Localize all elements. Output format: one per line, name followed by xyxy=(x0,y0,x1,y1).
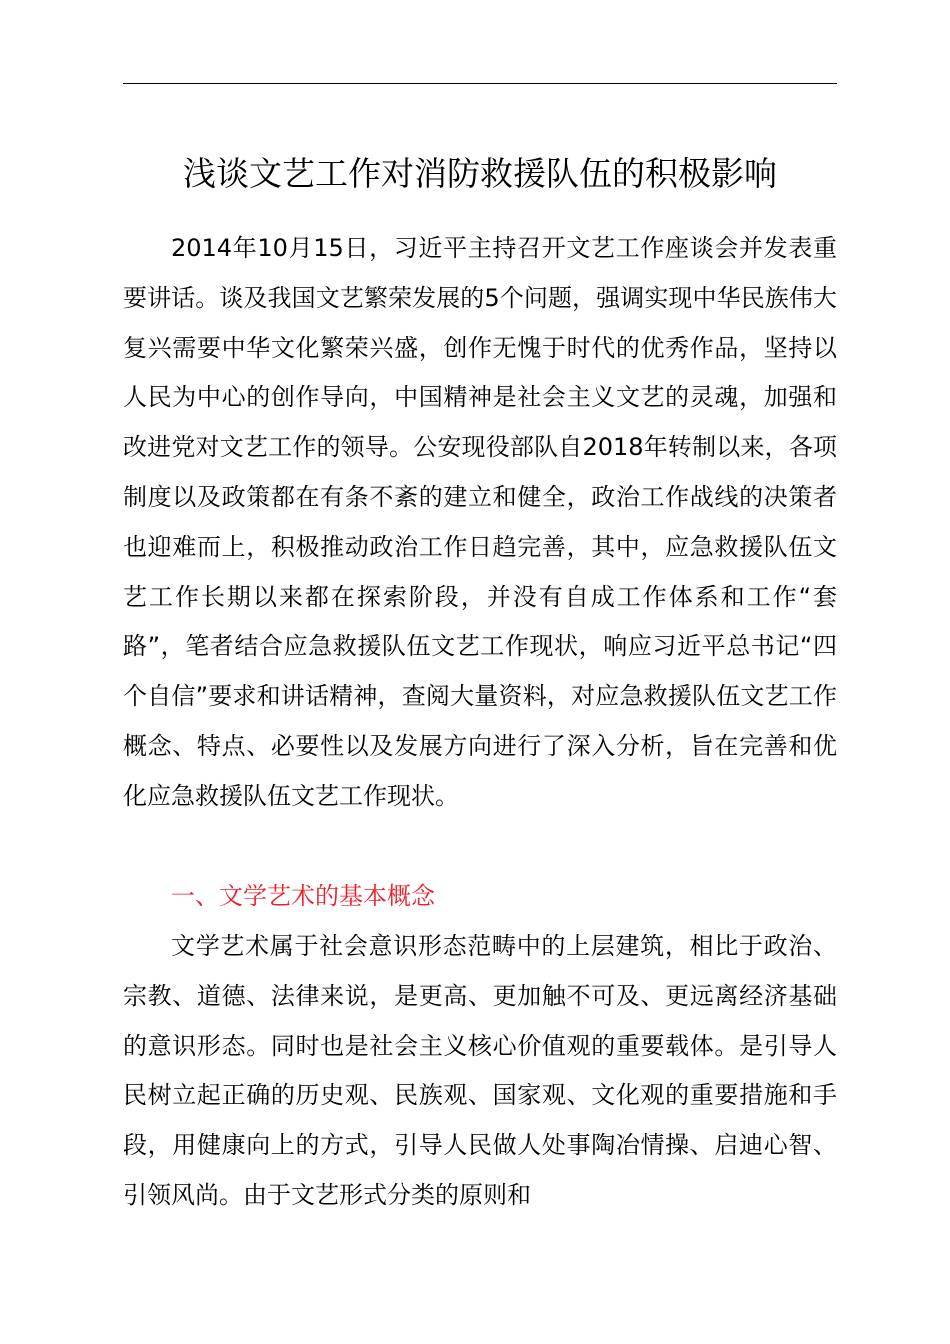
paragraph-concept: 文学艺术属于社会意识形态范畴中的上层建筑，相比于政治、宗教、道德、法律来说，是更高、更加触不可及、更远离经济基础的意识形态。同时也是社会主义核心价值观的重要载体。是引导人民树立起正确的历史观、民族观、国家观、文化观的重要措施和手段，用健康向上的方式，引导人民做人处事陶冶情操、启迪心智、引领风尚。由于文艺形式分类的原则和 xyxy=(123,932,837,1209)
section-heading: 一、文学艺术的基本概念 xyxy=(171,882,435,910)
paragraph-intro: 2014年10月15日，习近平主持召开文艺工作座谈会并发表重要讲话。谈及我国文艺繁荣发展的5个问题，强调实现中华民族伟大复兴需要中华文化繁荣兴盛，创作无愧于时代的优秀作品，坚持以人民为中心的创作导向，中国精神是社会主义文艺的灵魂，加强和改进党对文艺工作的领导。公安现役部队自2018年转制以来，各项制度以及政策都在有条不紊的建立和健全，政治工作战线的决策者也迎难而上，积极推动政治工作日趋完善，其中，应急救援队伍文艺工作长期以来都在探索阶段，并没有自成工作体系和工作“套路”，笔者结合应急救援队伍文艺工作现状，响应习近平总书记“四个自信”要求和讲话精神，查阅大量资料，对应急救援队伍文艺工作概念、特点、必要性以及发展方向进行了深入分析，旨在完善和优化应急救援队伍文艺工作现状。 xyxy=(123,234,837,810)
header-rule xyxy=(123,83,837,84)
document-title: 浅谈文艺工作对消防救援队伍的积极影响 xyxy=(183,154,777,193)
